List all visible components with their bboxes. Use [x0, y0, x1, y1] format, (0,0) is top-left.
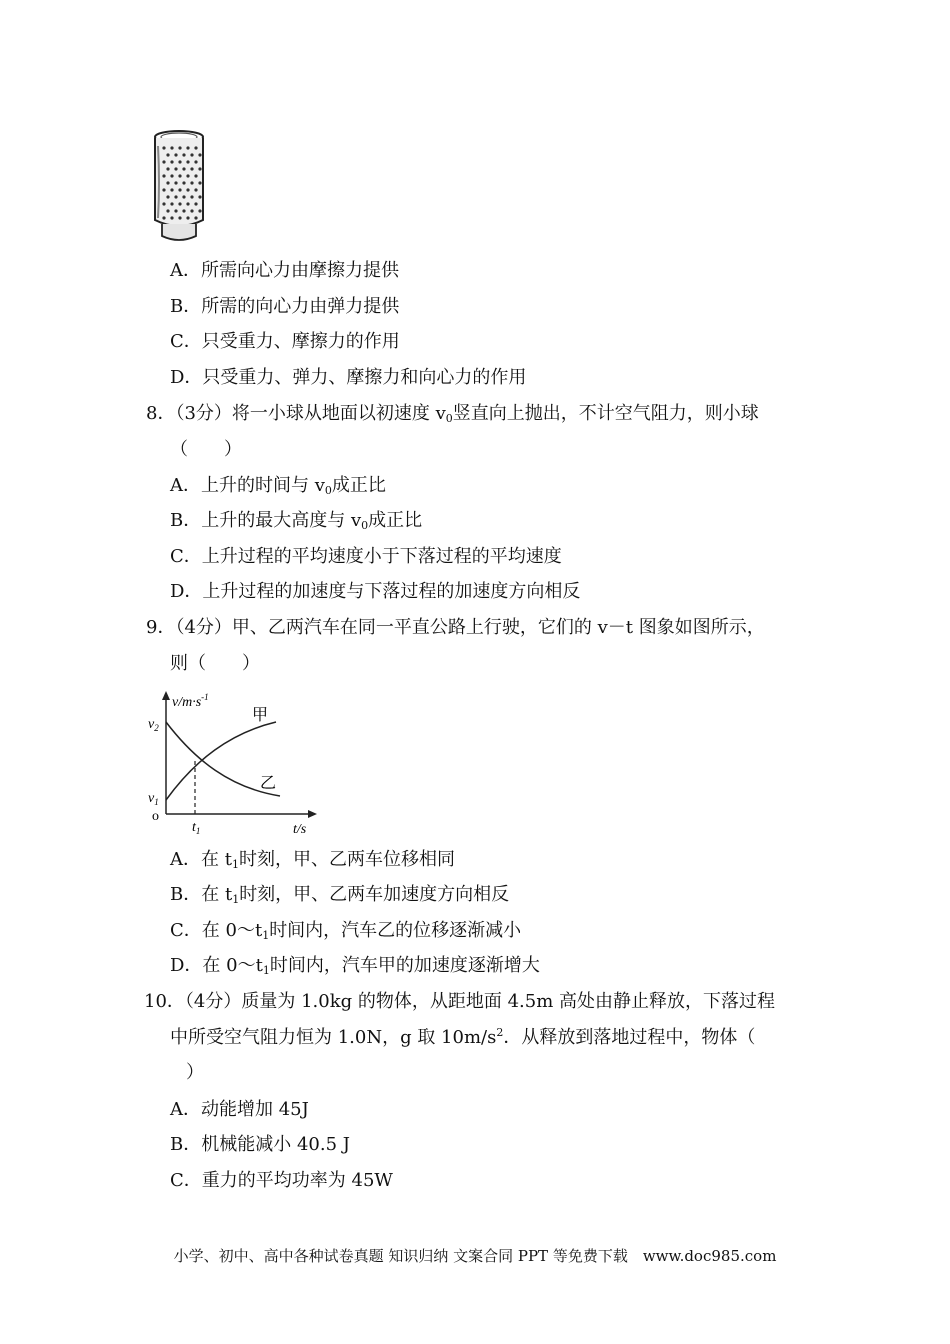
q10-stem-end: ）	[186, 1062, 204, 1083]
perforation-dot	[182, 195, 185, 198]
q7-option-a: A．所需向心力由摩擦力提供	[170, 260, 399, 281]
q9-stem: 9．（4分）甲、乙两汽车在同一平直公路上行驶，它们的 v－t 图象如图所示，	[146, 617, 765, 638]
perforation-dot	[178, 188, 181, 191]
perforation-dot	[182, 209, 185, 212]
page-footer: 小学、初中、高中各种试卷真题 知识归纳 文案合同 PPT 等免费下载 www.doc985.com	[173, 1247, 777, 1265]
perforation-dot	[178, 216, 181, 219]
perforation-dot	[162, 174, 165, 177]
perforation-dot	[166, 167, 169, 170]
perforation-dot	[170, 146, 173, 149]
perforation-dot	[166, 181, 169, 184]
y-axis-arrow	[162, 691, 170, 700]
q10-stem: 10．（4分）质量为 1.0kg 的物体，从距地面 4.5m 高处由静止释放，下落过程	[144, 991, 775, 1012]
perforation-dot	[182, 167, 185, 170]
perforation-dot	[186, 188, 189, 191]
perforation-dot	[194, 188, 197, 191]
perforation-dot	[190, 195, 193, 198]
label-origin: o	[152, 809, 159, 824]
perforation-dot	[174, 209, 177, 212]
q7-option-b: B．所需的向心力由弹力提供	[170, 296, 400, 317]
q8-option-a: A．上升的时间与 $v_0$成正比	[170, 475, 386, 497]
perforation-dot	[162, 146, 165, 149]
perforation-dot	[182, 153, 185, 156]
perforation-dot	[190, 209, 193, 212]
perforation-dot	[194, 160, 197, 163]
q10-option-c: C．重力的平均功率为 45W	[170, 1170, 393, 1191]
y-axis-label: $v/m\cdot s^{-1}$	[172, 692, 209, 710]
perforation-dot	[170, 188, 173, 191]
perforation-dot	[166, 153, 169, 156]
perforation-dot	[186, 202, 189, 205]
perforation-dot	[170, 216, 173, 219]
q8-option-d: D．上升过程的加速度与下落过程的加速度方向相反	[170, 581, 581, 602]
perforation-dot	[198, 181, 201, 184]
perforation-dot	[190, 153, 193, 156]
perforation-dot	[162, 202, 165, 205]
perforation-dot	[178, 174, 181, 177]
perforation-dot	[182, 181, 185, 184]
perforation-dot	[174, 195, 177, 198]
perforation-dot	[186, 216, 189, 219]
perforation-dot	[170, 202, 173, 205]
q10-option-a: A．动能增加 45J	[170, 1099, 309, 1120]
perforation-dot	[166, 209, 169, 212]
perforation-dot	[174, 167, 177, 170]
perforation-dot	[162, 160, 165, 163]
perforation-dot	[178, 146, 181, 149]
perforation-dot	[174, 181, 177, 184]
q9-option-b: B．在 $t_1$时刻，甲、乙两车加速度方向相反	[170, 884, 510, 906]
perforation-dot	[162, 216, 165, 219]
q8-option-b: B．上升的最大高度与 $v_0$成正比	[170, 510, 423, 532]
q9-stem-cont: 则（ ）	[170, 653, 260, 674]
perforation-dot	[198, 195, 201, 198]
vt-graph	[140, 688, 330, 836]
perforation-dot	[178, 202, 181, 205]
perforation-dot	[194, 146, 197, 149]
perforation-dot	[190, 181, 193, 184]
perforation-dot	[198, 153, 201, 156]
perforation-dot	[198, 209, 201, 212]
label-jia: 甲	[252, 707, 269, 724]
perforation-dot	[190, 167, 193, 170]
q10-option-b: B．机械能减小 40.5 J	[170, 1134, 350, 1155]
perforation-dot	[186, 160, 189, 163]
q10-stem-cont: 中所受空气阻力恒为 1.0N，g 取 $10m/s^2$．从释放到落地过程中，物体（	[170, 1026, 756, 1048]
perforation-dot	[186, 174, 189, 177]
q7-option-c: C．只受重力、摩擦力的作用	[170, 331, 400, 352]
perforation-dot	[186, 146, 189, 149]
q9-option-c: C．在 $0\sim t_1$时间内，汽车乙的位移逐渐减小	[170, 920, 522, 942]
label-t1: $t_1$	[192, 820, 201, 836]
perforation-dot	[194, 202, 197, 205]
q9-option-a: A．在 $t_1$时刻，甲、乙两车位移相同	[170, 849, 455, 871]
x-axis-arrow	[308, 810, 317, 818]
cylinder-figure	[148, 128, 212, 246]
perforation-dot	[174, 153, 177, 156]
perforation-dot	[198, 167, 201, 170]
label-v2: $v_2$	[148, 717, 159, 733]
q8-stem: 8．（3分）将一小球从地面以初速度 $v_0$竖直向上抛出，不计空气阻力，则小球	[146, 403, 759, 425]
perforation-dot	[166, 195, 169, 198]
perforation-dot	[162, 188, 165, 191]
q8-option-c: C．上升过程的平均速度小于下落过程的平均速度	[170, 546, 562, 567]
q9-option-d: D．在 $0\sim t_1$时间内，汽车甲的加速度逐渐增大	[170, 955, 540, 977]
q7-option-d: D．只受重力、弹力、摩擦力和向心力的作用	[170, 367, 527, 388]
label-v1: $v_1$	[148, 791, 159, 807]
perforation-dot	[194, 216, 197, 219]
perforation-dot	[194, 174, 197, 177]
label-yi: 乙	[260, 775, 277, 792]
q8-paren: （ ）	[170, 439, 242, 460]
perforation-dot	[178, 160, 181, 163]
x-axis-label: t/s	[293, 822, 307, 836]
perforation-dot	[170, 160, 173, 163]
perforation-dot	[170, 174, 173, 177]
